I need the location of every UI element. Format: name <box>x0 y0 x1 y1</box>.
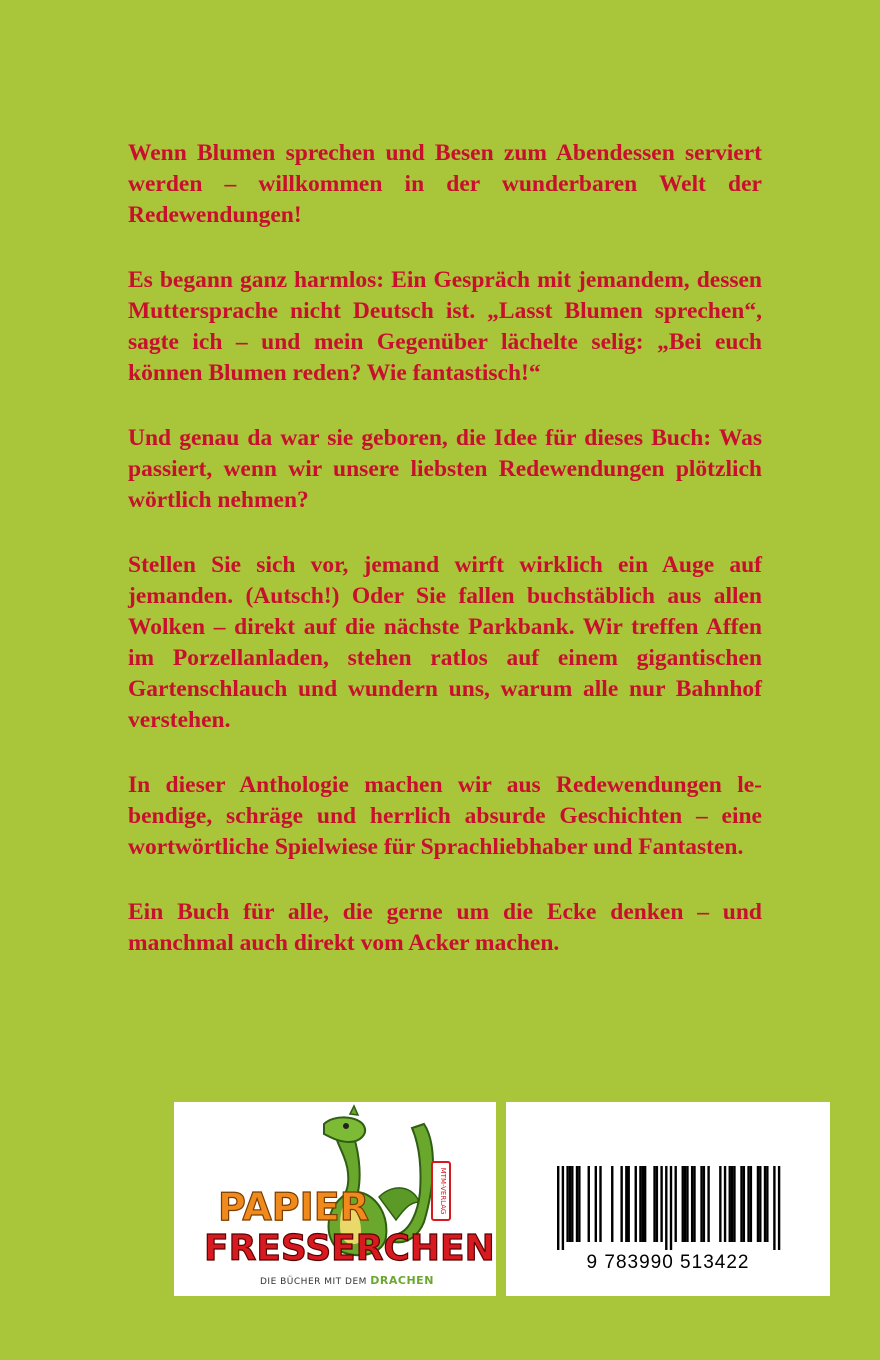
barcode-bar <box>578 1166 580 1242</box>
barcode-bar <box>644 1166 646 1242</box>
barcode-bar <box>675 1166 677 1242</box>
blurb-paragraph: Stellen Sie sich vor, jemand wirft wirklich ein Auge auf jemanden. (Autsch!) Oder Sie fallen buchstäblich aus allen Wolken – direkt auf die nächste Parkbank. Wir treffen Affen im Porzellanladen, stehen ratlos auf einem gigantischen Gartenschlauch und wundern uns, warum alle nur Bahnhof verstehen. <box>128 552 762 733</box>
barcode-bar <box>625 1166 627 1242</box>
blurb-paragraph: Ein Buch für alle, die gerne um die Ecke denken – und manchmal auch direkt vom Acker machen. <box>128 899 762 956</box>
barcode-bar <box>557 1166 559 1250</box>
barcode-bar <box>620 1166 622 1242</box>
logo-tagline <box>260 1274 460 1287</box>
barcode-bar <box>566 1166 568 1242</box>
barcode-bar <box>731 1166 733 1242</box>
dragon-logo-icon <box>174 1102 496 1296</box>
barcode-bar <box>733 1166 735 1242</box>
blurb-paragraph: Es begann ganz harmlos: Ein Gespräch mit jemandem, dessen Muttersprache nicht Deutsch ist. „Lasst Blumen sprechen“, sagte ich – und mein Gegenüber lächelte selig: „Bei euch können Blumen reden? Wie fantastisch!“ <box>128 267 762 386</box>
barcode-bar <box>642 1166 644 1242</box>
barcode-bar <box>691 1166 693 1242</box>
isbn-number: 9 783990 513422 <box>586 1252 750 1273</box>
barcode-bar <box>628 1166 630 1242</box>
barcode-bar <box>562 1166 564 1250</box>
logo-wordmark-line1: PAPIER <box>218 1185 369 1229</box>
blurb-paragraph: Und genau da war sie geboren, die Idee für dieses Buch: Was passiert, wenn wir unsere liebsten Redewendungen plötzlich wörtlich nehmen? <box>128 425 762 513</box>
badge-text: MTM-VERLAG <box>439 1167 447 1215</box>
barcode-bar <box>682 1166 684 1242</box>
barcode-bar <box>660 1166 662 1242</box>
barcode-bar <box>764 1166 766 1242</box>
logo-wordmark-line2: FRESSERCHEN <box>204 1228 495 1269</box>
barcode-bar <box>635 1166 637 1242</box>
barcode-bar <box>693 1166 695 1242</box>
blurb-paragraph: In dieser Anthologie machen wir aus Redewendungen lebendige, schräge und herrlich absurde Geschichten – eine wortwörtliche Spielwiese für Sprachliebhaber und Fantasten. <box>128 772 762 860</box>
barcode-bar <box>576 1166 578 1242</box>
blurb-paragraph: Wenn Blumen sprechen und Besen zum Abendessen serviert werden – willkommen in der wunderbaren Welt der Redewendungen! <box>128 140 762 228</box>
tagline-prefix: DIE BÜCHER MIT DEM <box>260 1277 367 1287</box>
barcode-bars <box>506 1102 830 1252</box>
barcode-bar <box>656 1166 658 1242</box>
barcode-bar <box>750 1166 752 1242</box>
barcode-bar <box>599 1166 601 1242</box>
barcode-bar <box>700 1166 702 1242</box>
barcode-bar <box>588 1166 590 1242</box>
barcode-bar <box>665 1166 667 1250</box>
barcode-bar <box>703 1166 705 1242</box>
tagline-highlight: DRACHEN <box>370 1274 434 1287</box>
publisher-logo <box>174 1102 496 1296</box>
barcode-bar <box>569 1166 571 1242</box>
barcode-bar <box>611 1166 613 1242</box>
barcode-bar <box>773 1166 775 1250</box>
barcode-bar <box>759 1166 761 1242</box>
barcode-bar <box>595 1166 597 1242</box>
barcode-bar <box>740 1166 742 1242</box>
barcode-bar <box>670 1166 672 1250</box>
back-cover-blurb <box>128 138 762 993</box>
barcode-bar <box>778 1166 780 1250</box>
barcode-bar <box>653 1166 655 1242</box>
barcode-bar <box>684 1166 686 1242</box>
isbn-barcode <box>506 1102 830 1296</box>
barcode-bar <box>743 1166 745 1242</box>
barcode-bar <box>724 1166 726 1242</box>
barcode-bar <box>639 1166 641 1242</box>
barcode-bar <box>686 1166 688 1242</box>
barcode-bar <box>719 1166 721 1242</box>
barcode-bar <box>757 1166 759 1242</box>
barcode-bar <box>571 1166 573 1242</box>
barcode-bar <box>729 1166 731 1242</box>
barcode-bar <box>766 1166 768 1242</box>
barcode-bar <box>747 1166 749 1242</box>
barcode-bar <box>707 1166 709 1242</box>
